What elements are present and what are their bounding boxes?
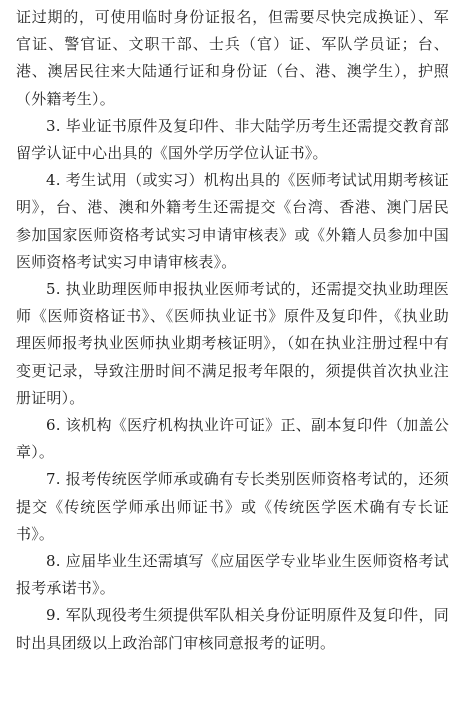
- paragraph-item-9: 9. 军队现役考生须提供军队相关身份证明原件及复印件，同时出具团级以上政治部门审核同意报考的证明。: [16, 606, 449, 652]
- paragraph-item-3: 3. 毕业证书原件及复印件、非大陆学历考生还需提交教育部留学认证中心出具的《国外学历学位认证书》。: [16, 116, 449, 163]
- paragraph-item-6: 6. 该机构《医疗机构执业许可证》正、副本复印件（加盖公章）。: [16, 416, 449, 462]
- paragraph-item-8: 8. 应届毕业生还需填写《应届医学专业毕业生医师资格考试报考承诺书》。: [16, 552, 449, 598]
- paragraph-item-5: 5. 执业助理医师申报执业医师考试的，还需提交执业助理医师《医师资格证书》、《医师执业证书》原件及复印件，《执业助理医师报考执业医师执业期考核证明》，（如在执业注册过程中有变更记录，导致注册时间不满足报考年限的，须提供首次执业注册证明）。: [16, 280, 449, 407]
- paragraph-id-continuation: 证过期的，可使用临时身份证报名，但需要尽快完成换证）、军官证、警官证、文职干部、士兵（官）证、军队学员证；台、港、澳居民往来大陆通行证和身份证（台、港、澳学生），护照（外籍考生）。: [16, 8, 449, 108]
- paragraph-item-7: 7. 报考传统医学师承或确有专长类别医师资格考试的，还须提交《传统医学师承出师证书》或《传统医学医术确有专长证书》。: [16, 470, 449, 543]
- paragraph-item-4: 4. 考生试用（或实习）机构出具的《医师考试试用期考核证明》，台、港、澳和外籍考生还需提交《台湾、香港、澳门居民参加国家医师资格考试实习申请审核表》或《外籍人员参加中国医师资格考试实习申请审核表》。: [16, 171, 449, 271]
